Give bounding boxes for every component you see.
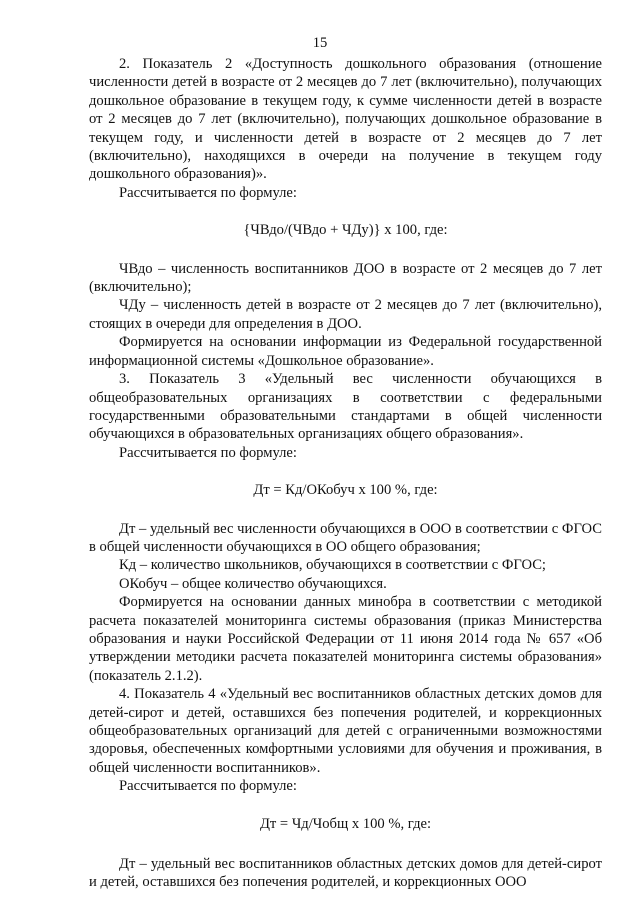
definition-chdu: ЧДу – численность детей в возрасте от 2 месяцев до 7 лет (включительно), стоящих в очереди для определения в ДОО. (89, 297, 602, 332)
formula-2: {ЧВдо/(ЧВдо + ЧДу)} x 100, где: (243, 222, 448, 239)
source-note-2: Формируется на основании информации из Федеральной государственной информационной системы «Дошкольное образование». (89, 334, 602, 369)
definition-chvdo: ЧВдо – численность воспитанников ДОО в возрасте от 2 месяцев до 7 лет (включительно); (89, 260, 602, 296)
source-note-3: Формируется на основании данных минобра в соответствии с методикой расчета показателей мониторинга системы образования (приказ Министерства образования и науки Российской Федерации от 11 июня 2014 года № 657 «Об утверждении методики расчета показателей мониторинга системы образования» (показатель 2.1.2). (89, 594, 602, 684)
page-number: 15 (312, 35, 328, 51)
page-content (89, 55, 602, 892)
indicator-2-paragraph: 2. Показатель 2 «Доступность дошкольного образования (отношение численности детей в возрасте от 2 месяцев до 7 лет (включительно), получающих дошкольное образование в текущем году, к сумме численности детей в возрасте от 2 месяцев до 7 лет (включительно), получающих дошкольное образование в текущем году, и численности детей в возрасте от 2 месяцев до 7 лет (включительно), находящихся в очереди на получение в текущем году дошкольного образования)». (89, 56, 602, 183)
formula-intro-4: Рассчитывается по формуле: (119, 778, 297, 795)
definition-okobuch: ОКобуч – общее количество обучающихся. (119, 575, 387, 592)
formula-4: Дт = Чд/Чобщ х 100 %, где: (259, 815, 432, 832)
formula-3: Дт = Кд/ОКобуч х 100 %, где: (253, 482, 438, 499)
indicator-3-paragraph: 3. Показатель 3 «Удельный вес численности обучающихся в общеобразовательных организациях в соответствии с федеральными государственными образовательными стандартами в общей численности обучающихся в образовательных организациях общего образования». (89, 371, 602, 443)
formula-intro-3: Рассчитывается по формуле: (119, 444, 297, 461)
definition-dt-4: Дт – удельный вес воспитанников областных детских домов для детей-сирот и детей, оставшихся без попечения родителей, и коррекционных ООО (89, 856, 602, 891)
definition-dt-3: Дт – удельный вес численности обучающихся в ООО в соответствии с ФГОС в общей численности обучающихся в ОО общего образования; (89, 520, 602, 555)
formula-intro-2: Рассчитывается по формуле: (119, 184, 297, 201)
definition-kd: Кд – количество школьников, обучающихся в соответствии с ФГОС; (119, 557, 546, 574)
indicator-4-paragraph: 4. Показатель 4 «Удельный вес воспитанников областных детских домов для детей-сирот и детей, оставшихся без попечения родителей, и коррекционных общеобразовательных организаций для детей с ограниченными возможностями здоровья, обеспеченных комфортными условиями для обучения и проживания, в общей численности воспитанников». (89, 686, 602, 776)
